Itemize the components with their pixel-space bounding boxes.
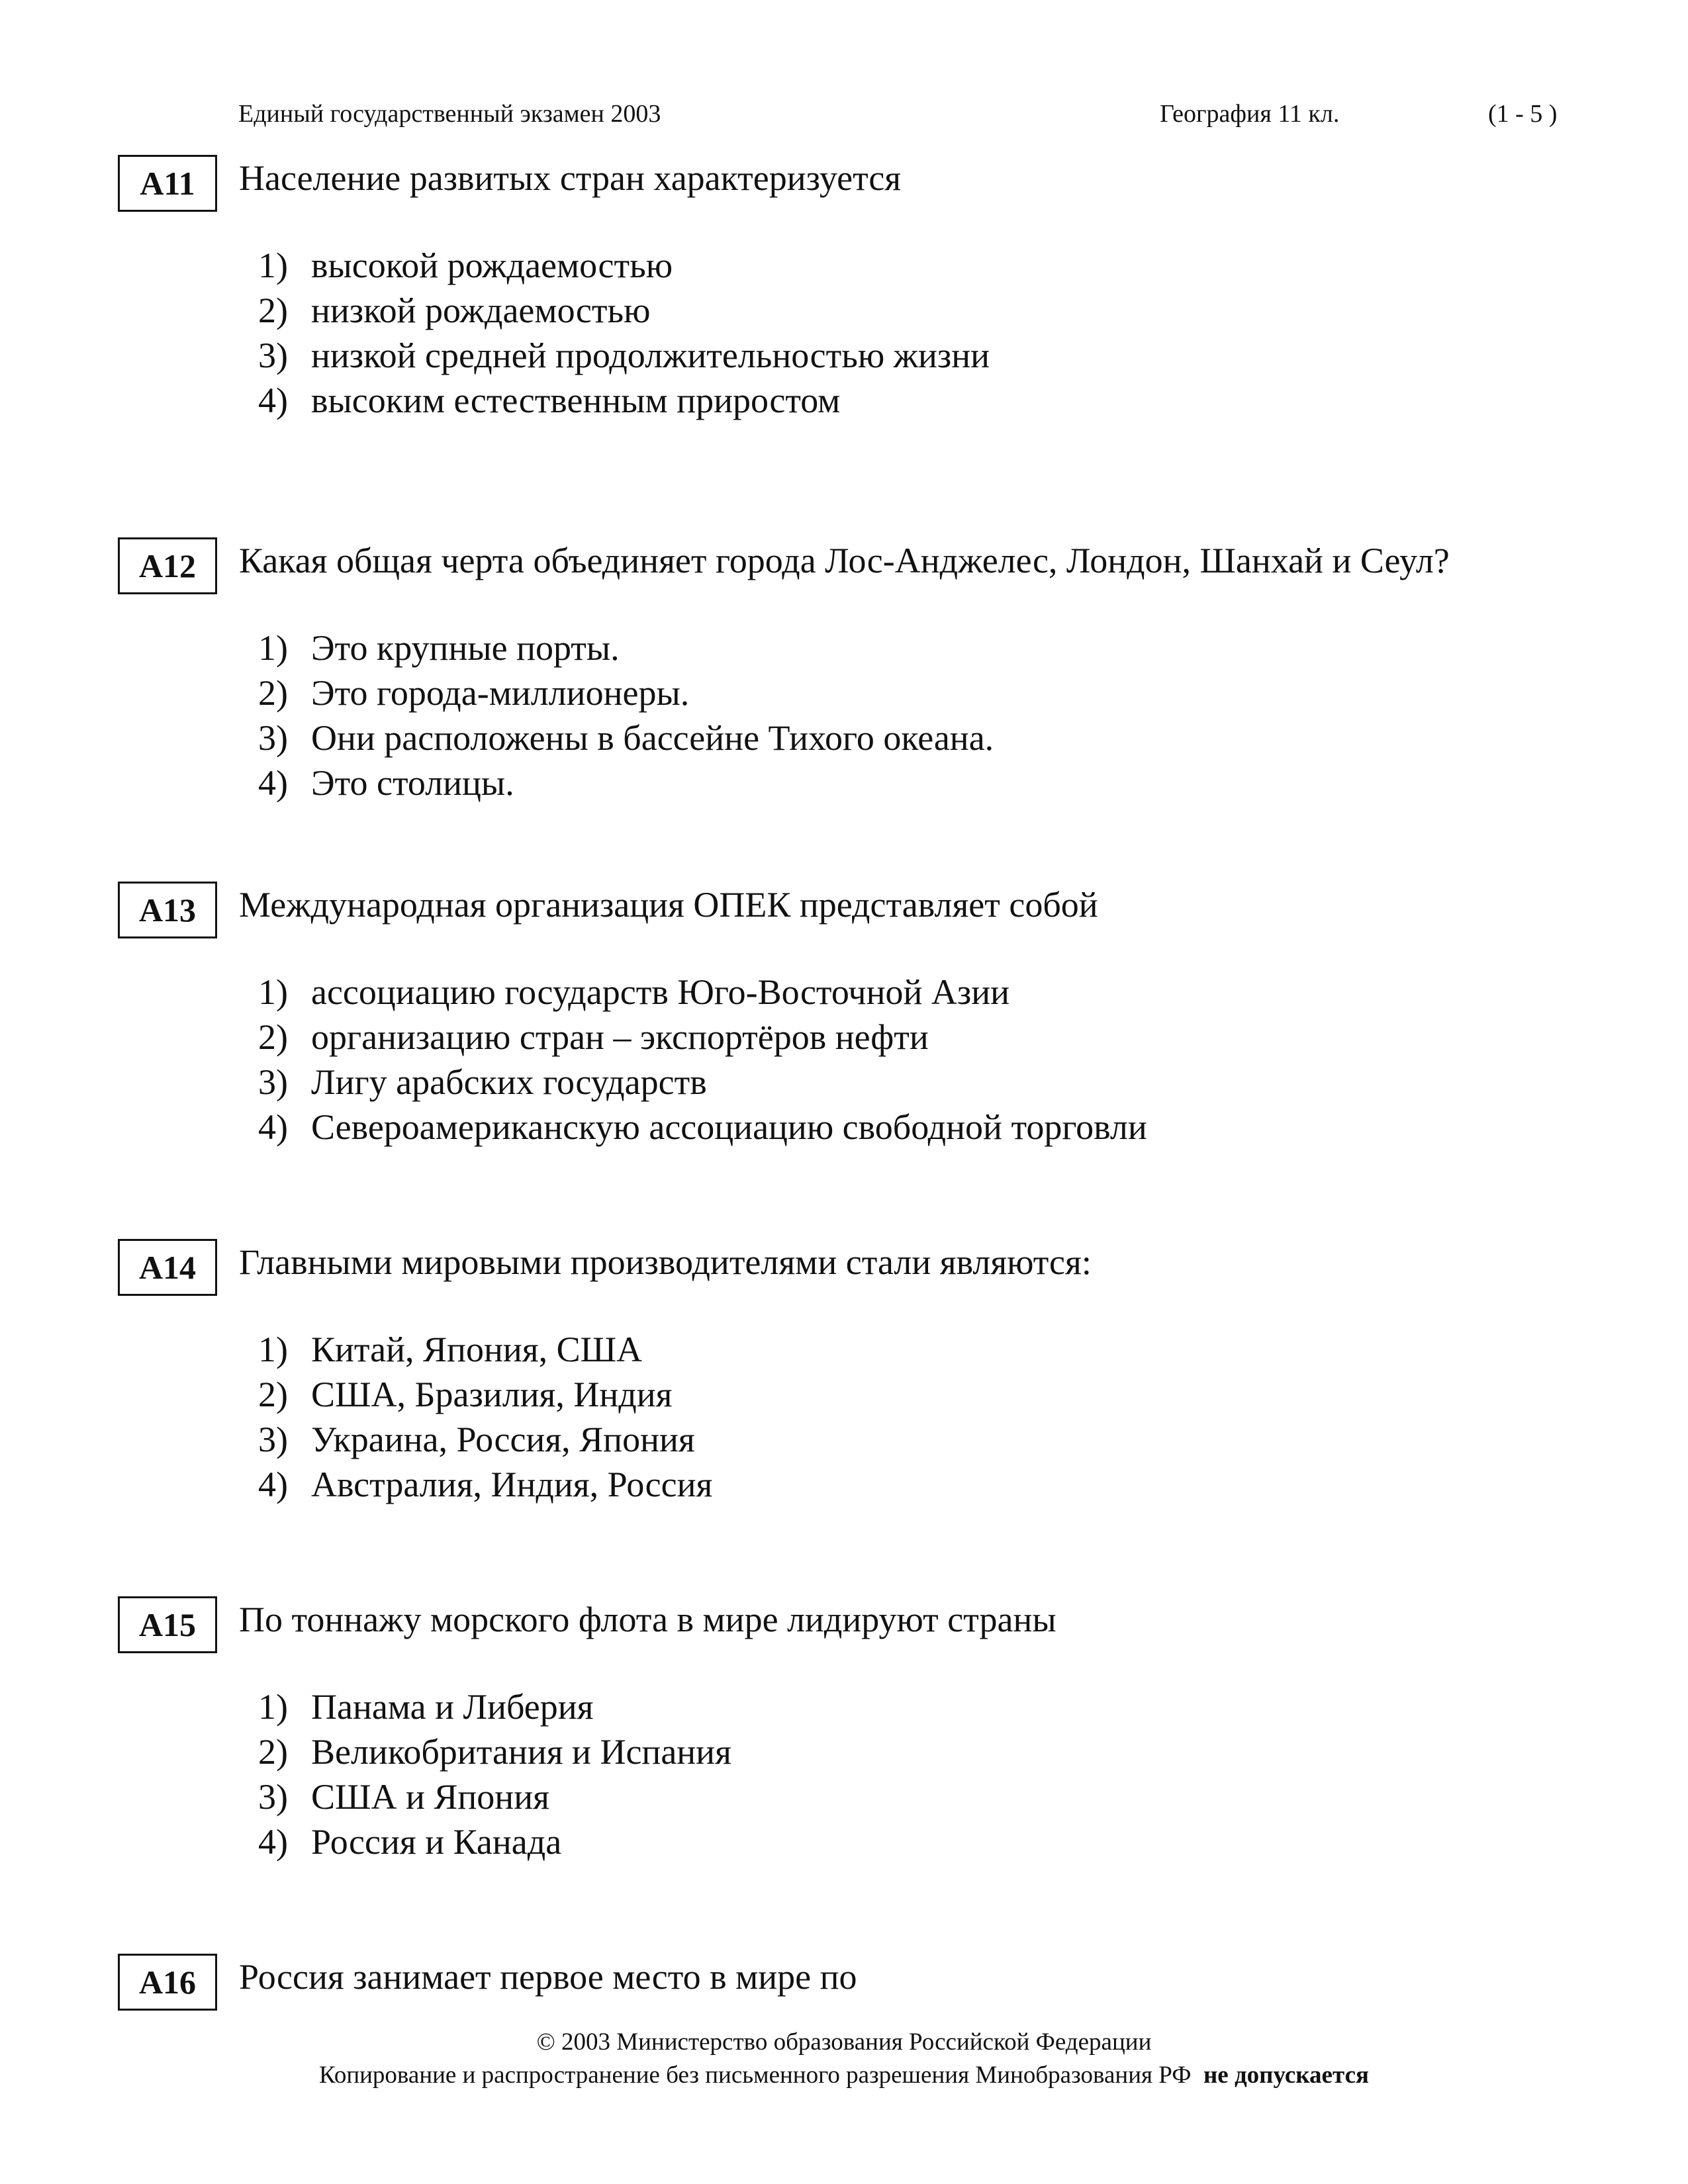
question-text: Международная организация ОПЕК представляет собой bbox=[239, 885, 1098, 925]
answer-option[interactable] bbox=[258, 290, 990, 335]
answer-option[interactable] bbox=[258, 762, 994, 807]
answer-option[interactable] bbox=[258, 1017, 1147, 1062]
question-text: Какая общая черта объединяет города Лос-Анджелес, Лондон, Шанхай и Сеул? bbox=[239, 541, 1450, 580]
answer-option[interactable] bbox=[258, 672, 994, 717]
option-number: 4) bbox=[258, 381, 288, 420]
option-number: 2) bbox=[258, 1017, 288, 1057]
answer-options bbox=[258, 245, 990, 425]
option-text: низкой рождаемостью bbox=[311, 291, 651, 330]
answer-option[interactable] bbox=[258, 627, 994, 672]
option-number: 4) bbox=[258, 763, 288, 803]
answer-option[interactable] bbox=[258, 1107, 1147, 1152]
option-number: 3) bbox=[258, 1420, 288, 1459]
answer-options bbox=[258, 1329, 712, 1509]
answer-option[interactable] bbox=[258, 1464, 712, 1509]
option-text: организацию стран – экспортёров нефти bbox=[311, 1017, 929, 1057]
answer-option[interactable] bbox=[258, 1419, 712, 1464]
question-text: Главными мировыми производителями стали являются: bbox=[239, 1242, 1092, 1282]
option-number: 1) bbox=[258, 1330, 288, 1369]
copyright-line: © 2003 Министерство образования Российской Федерации bbox=[536, 2028, 1152, 2056]
option-text: Австралия, Индия, Россия bbox=[311, 1465, 713, 1504]
question-number-box: A15 bbox=[118, 1596, 217, 1653]
option-number: 4) bbox=[258, 1465, 288, 1504]
question-number-box: A11 bbox=[118, 155, 217, 212]
question-number-box: A13 bbox=[118, 882, 217, 938]
question-number-box: A16 bbox=[118, 1954, 217, 2011]
answer-option[interactable] bbox=[258, 1821, 731, 1866]
option-number: 1) bbox=[258, 1687, 288, 1727]
option-number: 4) bbox=[258, 1822, 288, 1862]
option-number: 4) bbox=[258, 1107, 288, 1147]
answer-option[interactable] bbox=[258, 1329, 712, 1374]
answer-option[interactable] bbox=[258, 1374, 712, 1419]
option-text: Лигу арабских государств bbox=[311, 1062, 707, 1102]
option-text: Россия и Канада bbox=[311, 1822, 562, 1862]
option-text: ассоциацию государств Юго-Восточной Азии bbox=[311, 972, 1010, 1012]
question-number-box: A14 bbox=[118, 1239, 217, 1296]
option-text: США, Бразилия, Индия bbox=[311, 1375, 673, 1414]
answer-option[interactable] bbox=[258, 1062, 1147, 1107]
copy-notice bbox=[0, 2061, 1688, 2089]
option-text: Панама и Либерия bbox=[311, 1687, 594, 1727]
option-text: Украина, Россия, Япония bbox=[311, 1420, 695, 1459]
answer-option[interactable] bbox=[258, 972, 1147, 1017]
answer-option[interactable] bbox=[258, 335, 990, 380]
question-text: По тоннажу морского флота в мире лидируют страны bbox=[239, 1600, 1056, 1639]
subject-label: География 11 кл. bbox=[1160, 100, 1340, 128]
option-text: высокой рождаемостью bbox=[311, 246, 673, 285]
option-text: низкой средней продолжительностью жизни bbox=[311, 336, 990, 375]
option-number: 3) bbox=[258, 1777, 288, 1817]
exam-title: Единый государственный экзамен 2003 bbox=[238, 100, 661, 128]
option-text: Они расположены в бассейне Тихого океана. bbox=[311, 718, 994, 758]
option-text: Это города-миллионеры. bbox=[311, 673, 690, 713]
option-text: Это столицы. bbox=[311, 763, 514, 803]
answer-option[interactable] bbox=[258, 717, 994, 762]
answer-option[interactable] bbox=[258, 1731, 731, 1776]
option-number: 2) bbox=[258, 673, 288, 713]
answer-option[interactable] bbox=[258, 1686, 731, 1731]
question-text: Россия занимает первое место в мире по bbox=[239, 1957, 857, 1997]
page-range: (1 - 5 ) bbox=[1488, 100, 1558, 128]
option-number: 2) bbox=[258, 1732, 288, 1772]
option-number: 3) bbox=[258, 336, 288, 375]
option-text: США и Япония bbox=[311, 1777, 549, 1817]
answer-options bbox=[258, 627, 994, 807]
answer-option[interactable] bbox=[258, 1776, 731, 1821]
option-text: высоким естественным приростом bbox=[311, 381, 841, 420]
question-number-box: A12 bbox=[118, 537, 217, 594]
option-number: 1) bbox=[258, 246, 288, 285]
option-number: 1) bbox=[258, 628, 288, 668]
option-text: Китай, Япония, США bbox=[311, 1330, 643, 1369]
option-text: Это крупные порты. bbox=[311, 628, 620, 668]
answer-option[interactable] bbox=[258, 245, 990, 290]
option-number: 2) bbox=[258, 1375, 288, 1414]
copy-notice-bold: не допускается bbox=[1203, 2062, 1370, 2089]
option-number: 3) bbox=[258, 718, 288, 758]
answer-options bbox=[258, 972, 1147, 1152]
copy-notice-text: Копирование и распространение без письменного разрешения Минобразования РФ bbox=[318, 2062, 1192, 2089]
option-text: Великобритания и Испания bbox=[311, 1732, 731, 1772]
answer-options bbox=[258, 1686, 731, 1866]
option-text: Североамериканскую ассоциацию свободной торговли bbox=[311, 1107, 1147, 1147]
option-number: 3) bbox=[258, 1062, 288, 1102]
question-text: Население развитых стран характеризуется bbox=[239, 158, 902, 198]
answer-option[interactable] bbox=[258, 380, 990, 425]
option-number: 2) bbox=[258, 291, 288, 330]
option-number: 1) bbox=[258, 972, 288, 1012]
